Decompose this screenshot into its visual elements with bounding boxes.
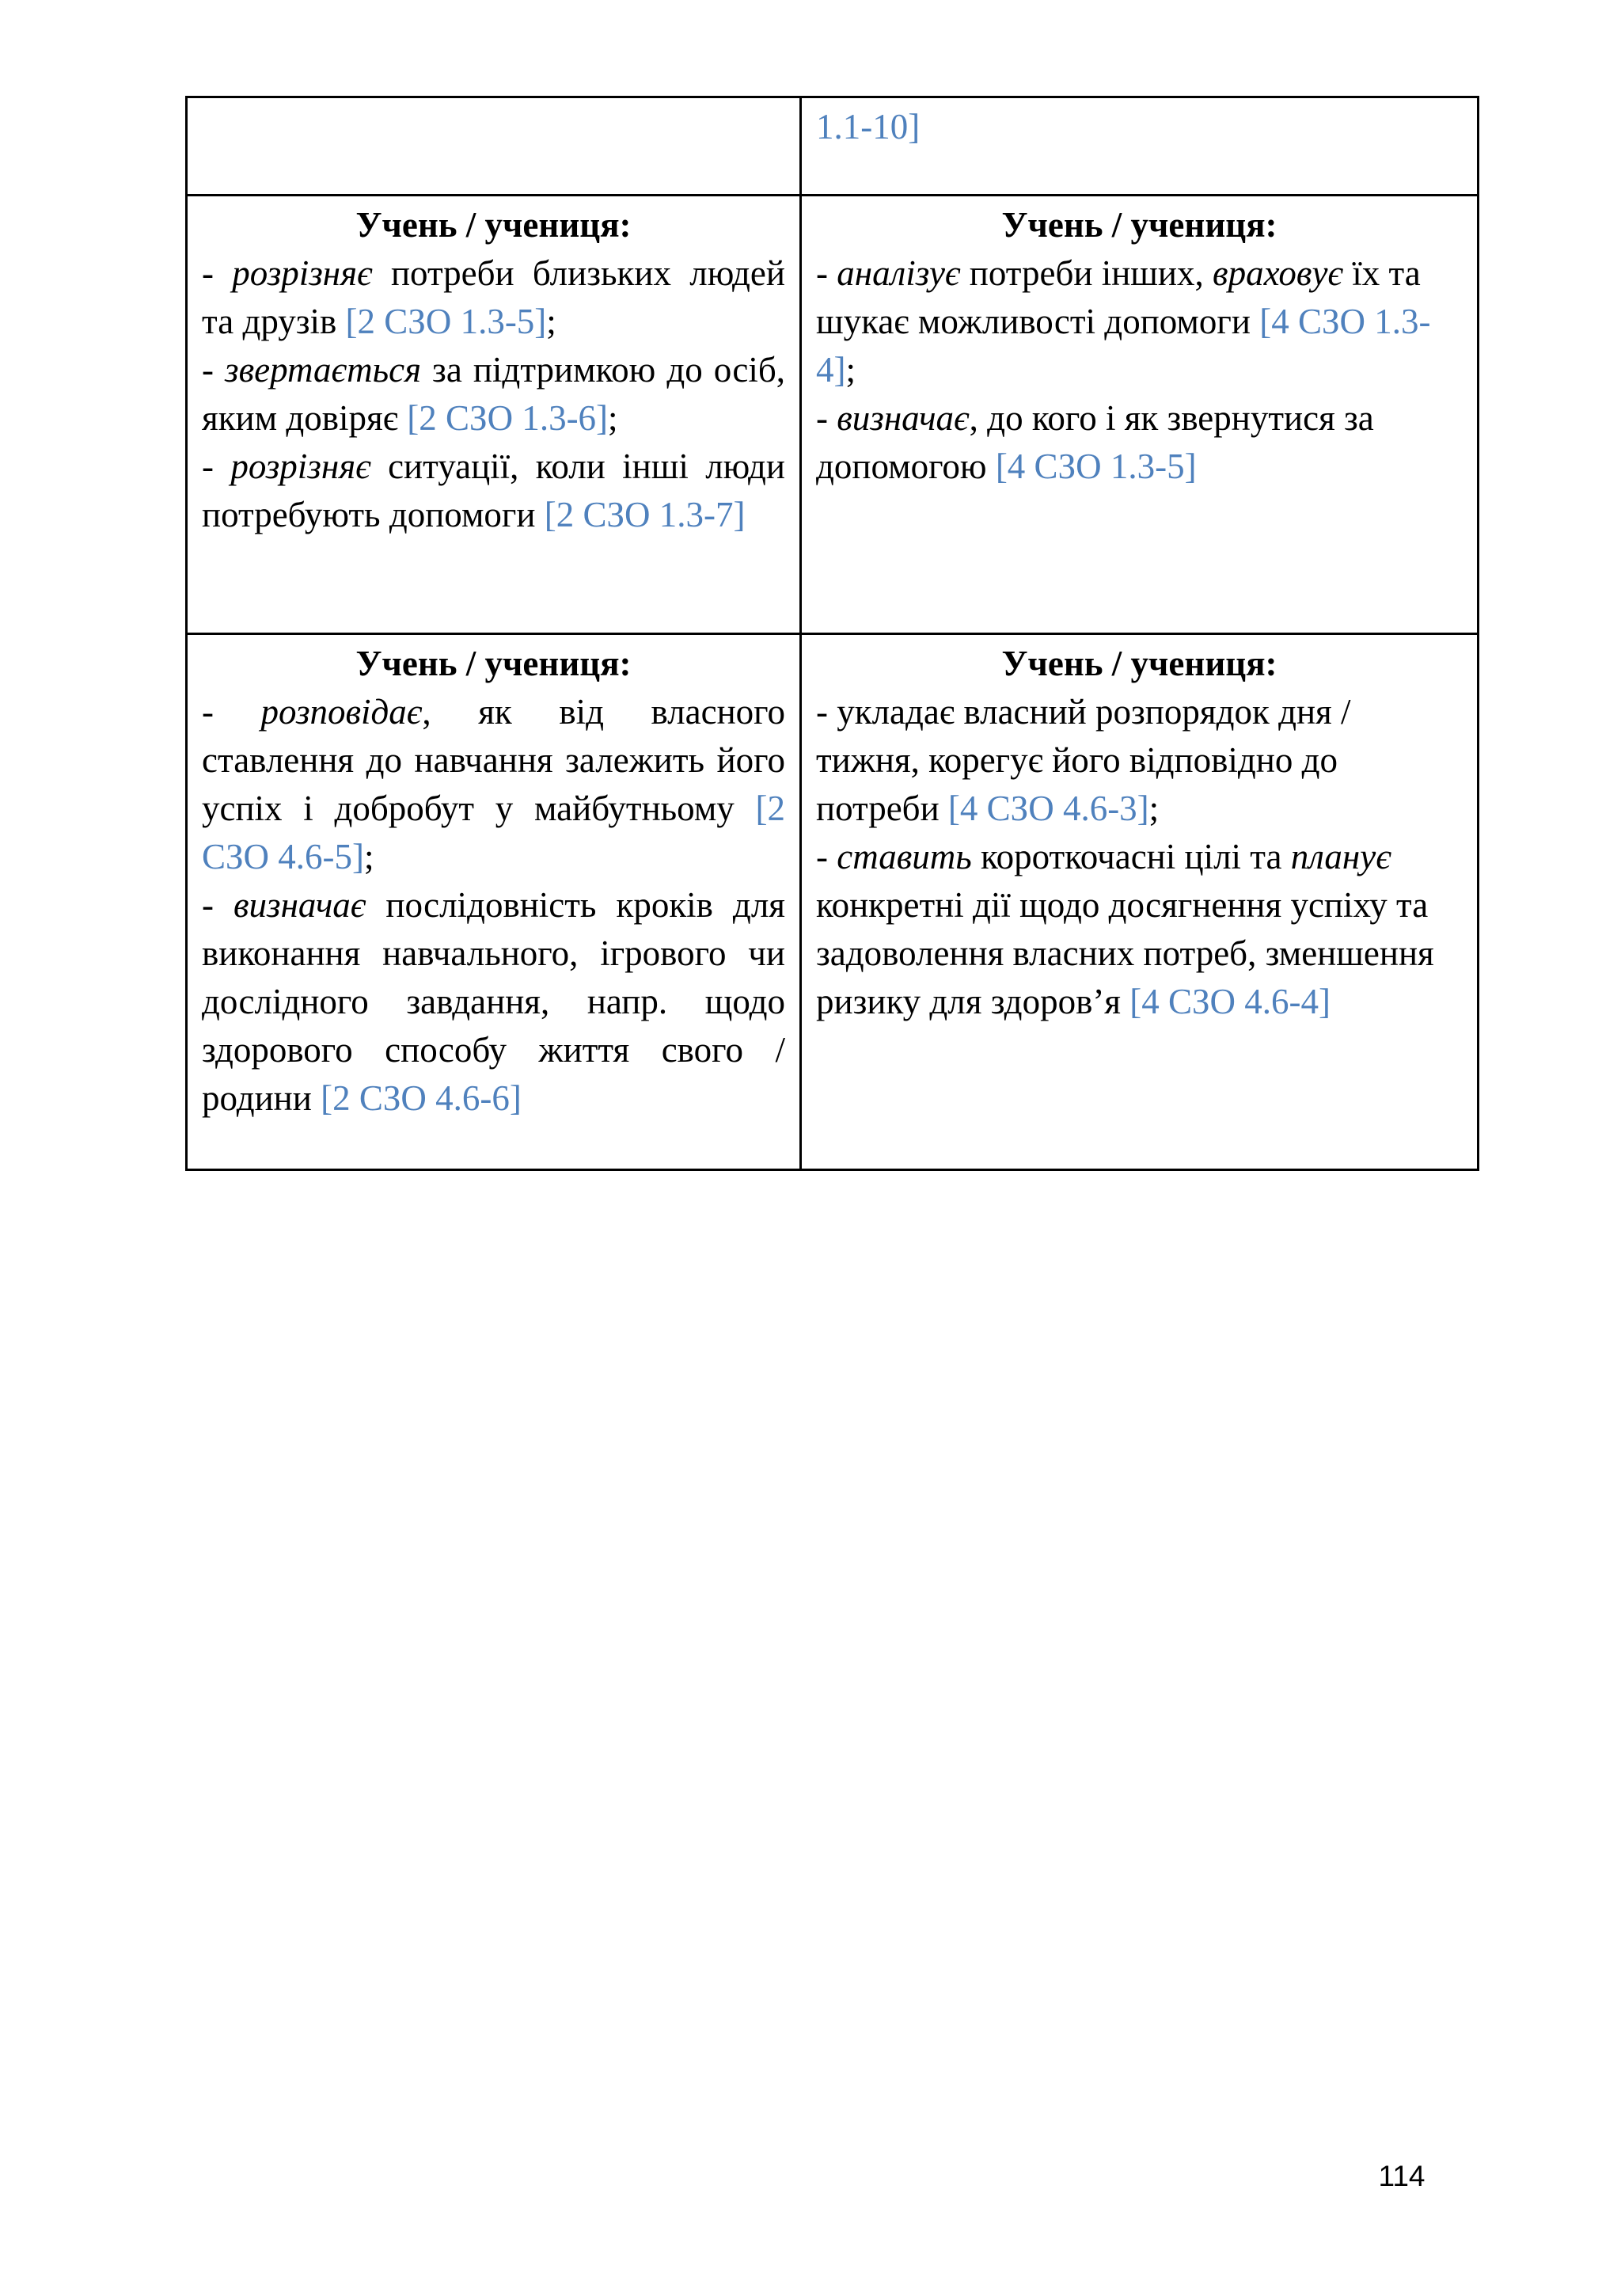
list-item: - аналізує потреби інших, враховує їх та шукає можливості допомоги [4 СЗО 1.3-4]; xyxy=(816,253,1431,390)
reference-link[interactable]: [2 СЗО 4.6-5] xyxy=(202,789,785,876)
list-item: - звертається за підтримкою до осіб, яким довіряє [2 СЗО 1.3-6]; xyxy=(202,350,785,438)
verb: аналізує xyxy=(837,253,961,293)
cell-heading: Учень / учениця: xyxy=(1001,205,1277,245)
verb: враховує xyxy=(1213,253,1344,293)
reference-link[interactable]: [2 СЗО 4.6-6] xyxy=(321,1078,522,1118)
reference-link[interactable]: [2 СЗО 1.3-7] xyxy=(544,495,746,534)
verb: розповідає xyxy=(260,692,423,732)
table-cell-left xyxy=(187,97,801,196)
outcomes-table xyxy=(185,96,1479,1171)
reference-link[interactable]: 1.1-10] xyxy=(816,107,921,146)
cell-heading: Учень / учениця: xyxy=(355,205,632,245)
table-row xyxy=(187,97,1479,196)
verb: планує xyxy=(1290,837,1391,876)
reference-link[interactable]: [4 СЗО 1.3-4] xyxy=(816,302,1431,390)
list-item: - укладає власний розпорядок дня / тижня, корегує його відповідно до потреби [4 СЗО 4.6-3]; xyxy=(816,692,1351,828)
reference-link[interactable]: [4 СЗО 4.6-3] xyxy=(947,789,1149,828)
table-row xyxy=(187,196,1479,634)
verb: звертається xyxy=(225,350,422,390)
reference-link[interactable]: [4 СЗО 1.3-5] xyxy=(995,447,1197,486)
verb: визначає xyxy=(233,885,366,925)
table-cell-right xyxy=(801,196,1479,634)
list-item: - розрізняє ситуації, коли інші люди потребують допомоги [2 СЗО 1.3-7] xyxy=(202,447,785,534)
cell-heading: Учень / учениця: xyxy=(355,644,632,683)
reference-link[interactable]: [2 СЗО 1.3-5] xyxy=(345,302,547,341)
cell-heading: Учень / учениця: xyxy=(1001,644,1277,683)
table-cell-left xyxy=(187,634,801,1170)
list-item: - визначає, до кого і як звернутися за допомогою [4 СЗО 1.3-5] xyxy=(816,398,1374,486)
reference-link[interactable]: [2 СЗО 1.3-6] xyxy=(407,398,609,438)
verb: розрізняє xyxy=(230,447,371,486)
verb: визначає xyxy=(837,398,970,438)
table-row xyxy=(187,634,1479,1170)
table-cell-left xyxy=(187,196,801,634)
table-cell-right xyxy=(801,634,1479,1170)
verb: ставить xyxy=(837,837,972,876)
list-item: - розрізняє потреби близьких людей та друзів [2 СЗО 1.3-5]; xyxy=(202,253,785,341)
page-number: 114 xyxy=(1378,2160,1425,2192)
list-item: - розповідає, як від власного ставлення до навчання залежить його успіх і добробут у майбутньому [2 СЗО 4.6-5]; xyxy=(202,692,785,876)
table-cell-right xyxy=(801,97,1479,196)
list-item: - ставить короткочасні цілі та планує конкретні дії щодо досягнення успіху та задоволення власних потреб, зменшення ризику для здоров’я [4 СЗО 4.6-4] xyxy=(816,837,1434,1021)
verb: розрізняє xyxy=(232,253,373,293)
reference-link[interactable]: [4 СЗО 4.6-4] xyxy=(1129,982,1331,1021)
list-item: - визначає послідовність кроків для виконання навчального, ігрового чи дослідного завдання, напр. щодо здорового способу життя свого / родини [2 СЗО 4.6-6] xyxy=(202,885,785,1118)
